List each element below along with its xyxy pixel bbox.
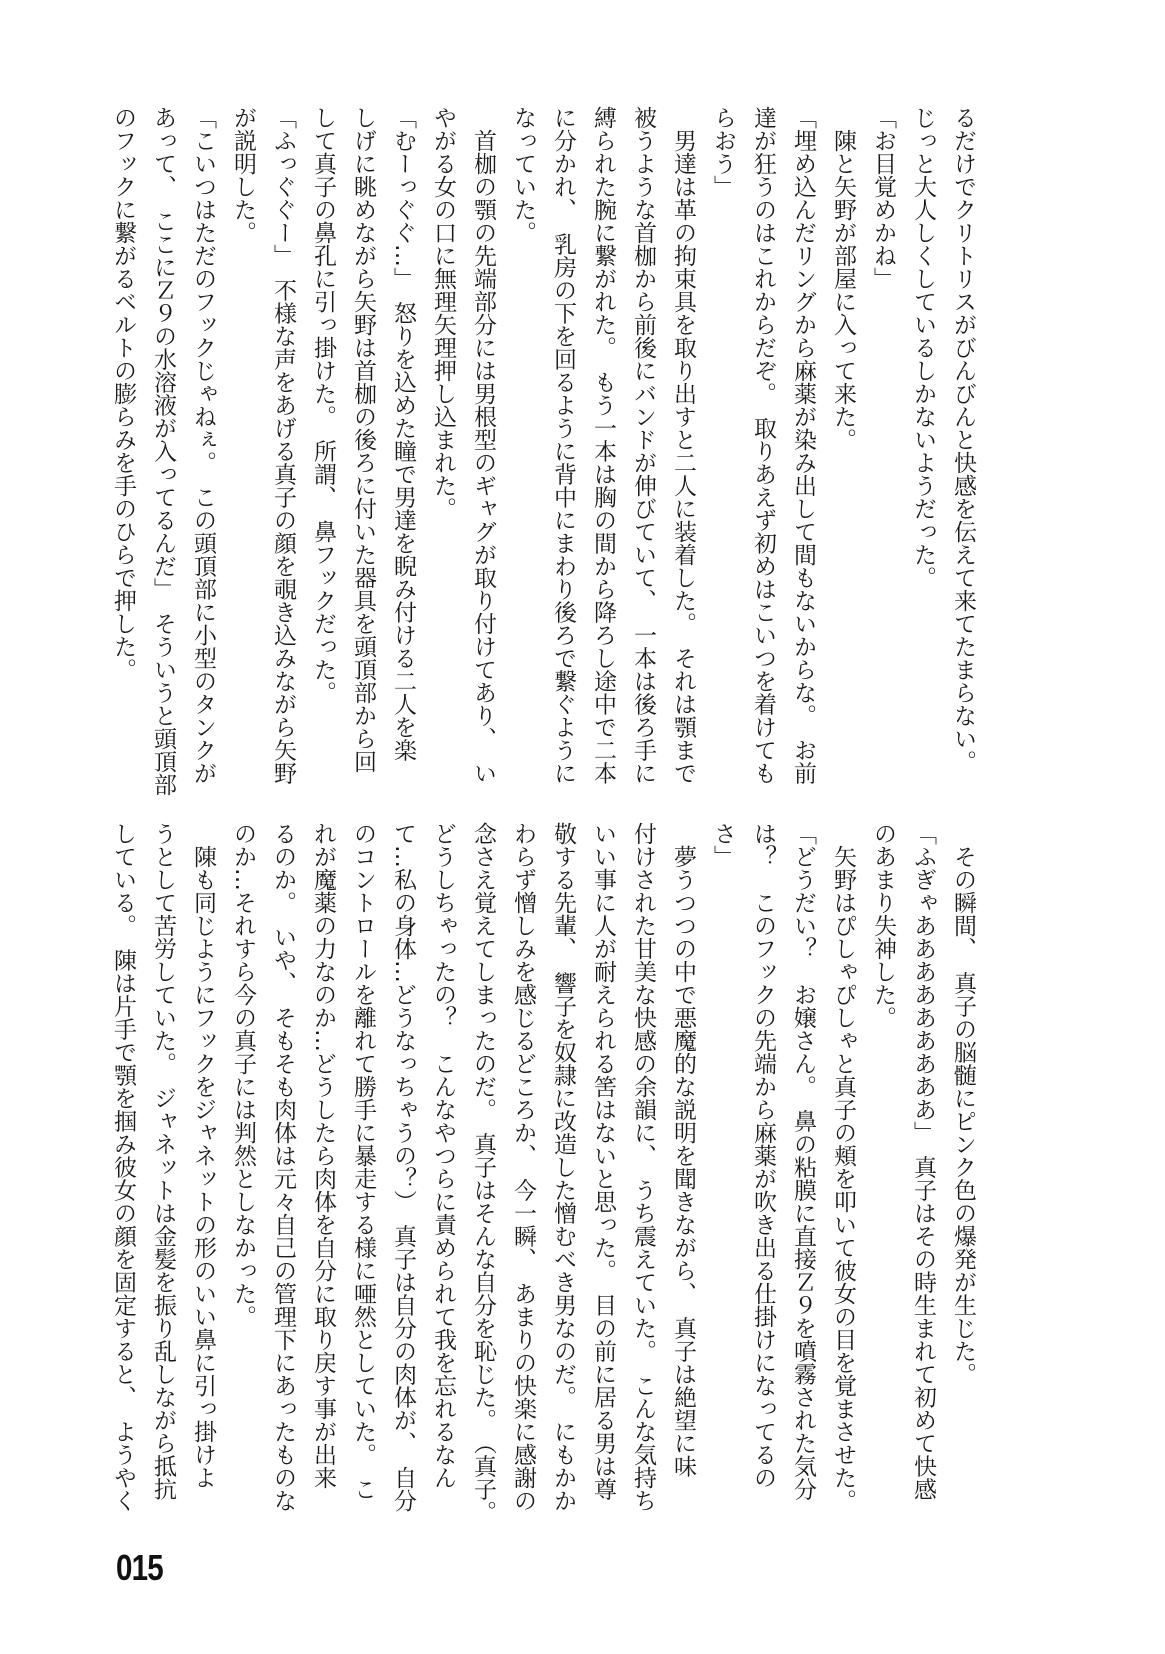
text-line: あって、 ここにＺ９の水溶液が入ってるんだ」 そういうと頭頂部 — [150, 106, 176, 796]
text-line: 「こいつはただのフックじゃねぇ。 この頭頂部に小型のタンクが — [190, 106, 216, 785]
text-line: 「お目覚めかね」 — [870, 106, 896, 290]
text-line: 念さえ覚えてしまったのだ。 真子はそんな自分を恥じた。 （真子。 — [470, 822, 496, 1524]
text-line: いい事に人が耐えられる筈はないと思った。 目の前に居る男は尊 — [590, 822, 616, 1501]
text-line: 陳も同じようにフックをジャネットの形のいい鼻に引っ掛けよ — [190, 822, 216, 1489]
text-line: らおう」 — [710, 106, 736, 198]
text-line: 敬する先輩、 響子を奴隷に改造した憎むべき男なのだ。 にもかか — [550, 822, 576, 1512]
page-number: 015 — [116, 1547, 163, 1588]
text-line: 縛られた腕に繋がれた。 もう一本は胸の間から降ろし途中で二本 — [590, 106, 616, 785]
text-line: 「埋め込んだリングから麻薬が染み出して間もないからな。 お前 — [790, 106, 816, 785]
text-line: 被うような首枷から前後にバンドが伸びていて、 一本は後ろ手に — [630, 106, 656, 785]
text-line: 男達は革の拘束具を取り出すと二人に装着した。 それは顎まで — [670, 106, 696, 785]
text-line: している。 陳は片手で顎を掴み彼女の顔を固定すると、 ようやく — [110, 822, 136, 1512]
text-line: じっと大人しくしているしかないようだった。 — [910, 106, 936, 589]
text-line: 矢野はぴしゃぴしゃと真子の頬を叩いて彼女の目を覚まさせた。 — [830, 822, 856, 1512]
text-line: さ」 — [710, 822, 736, 868]
text-line: のか…それすら今の真子には判然としなかった。 — [230, 822, 256, 1328]
text-line: のあまり失神した。 — [870, 822, 896, 1029]
text-line: なっていた。 — [510, 106, 536, 244]
text-line: は？ このフックの先端から麻薬が吹き出る仕掛けになってるの — [750, 822, 776, 1489]
text-line: うとして苦労していた。 ジャネットは金髪を振り乱しながら抵抗 — [150, 822, 176, 1501]
text-line: のコントロールを離れて勝手に暴走する様に唖然としていた。 こ — [350, 822, 376, 1501]
text-block-top — [103, 106, 983, 818]
text-line: やがる女の口に無理矢理押し込まれた。 — [430, 106, 456, 520]
text-line: しげに眺めながら矢野は首枷の後ろに付いた器具を頭頂部から回 — [350, 106, 376, 773]
text-block-bottom — [103, 822, 983, 1534]
text-line: 「どうだい？ お嬢さん。 鼻の粘膜に直接Ｚ９を噴霧された気分 — [790, 822, 816, 1501]
text-line: て…私の身体…どうなっちゃうの？） 真子は自分の肉体が、 自分 — [390, 822, 416, 1512]
text-line: れが魔薬の力なのか…どうしたら肉体を自分に取り戻す事が出来 — [310, 822, 336, 1489]
text-line: 首枷の顎の先端部分には男根型のギャグが取り付けてあり、 い — [470, 106, 496, 785]
text-line: 「むーっぐぐ…」 怒りを込めた瞳で男達を睨み付ける二人を楽 — [390, 106, 416, 762]
text-line: 「ふぎゃあああああああああ」 真子はその時生まれて初めて快感 — [910, 822, 936, 1501]
text-line: 付けされた甘美な快感の余韻に、 うち震えていた。 こんな気持ち — [630, 822, 656, 1512]
text-line: その瞬間、 真子の脳髄にピンク色の爆発が生じた。 — [950, 822, 976, 1386]
text-line: 夢うつつの中で悪魔的な説明を聞きながら、 真子は絶望に味 — [670, 822, 696, 1478]
text-line: 達が狂うのはこれからだぞ。 取りあえず初めはこいつを着けても — [750, 106, 776, 785]
text-line: のフックに繋がるベルトの膨らみを手のひらで押した。 — [110, 106, 136, 681]
text-line: 陳と矢野が部屋に入って来た。 — [830, 106, 856, 451]
text-line: に分かれ、 乳房の下を回るように背中にまわり後ろで繋ぐように — [550, 106, 576, 785]
text-line: るのか。 いや、 そもそも肉体は元々自己の管理下にあったものな — [270, 822, 296, 1512]
text-line: わらず憎しみを感じるどころか、 今一瞬、 あまりの快楽に感謝の — [510, 822, 536, 1512]
text-line: が説明した。 — [230, 106, 256, 244]
text-line: どうしちゃったの？ こんなやつらに責められて我を忘れるなん — [430, 822, 456, 1489]
text-line: 「ふっぐぐー」 不様な声をあげる真子の顔を覗き込みながら矢野 — [270, 106, 296, 785]
text-line: して真子の鼻孔に引っ掛けた。 所謂、 鼻フックだった。 — [310, 106, 336, 704]
text-line: るだけでクリトリスがびんびんと快感を伝えて来てたまらない。 — [950, 106, 976, 773]
